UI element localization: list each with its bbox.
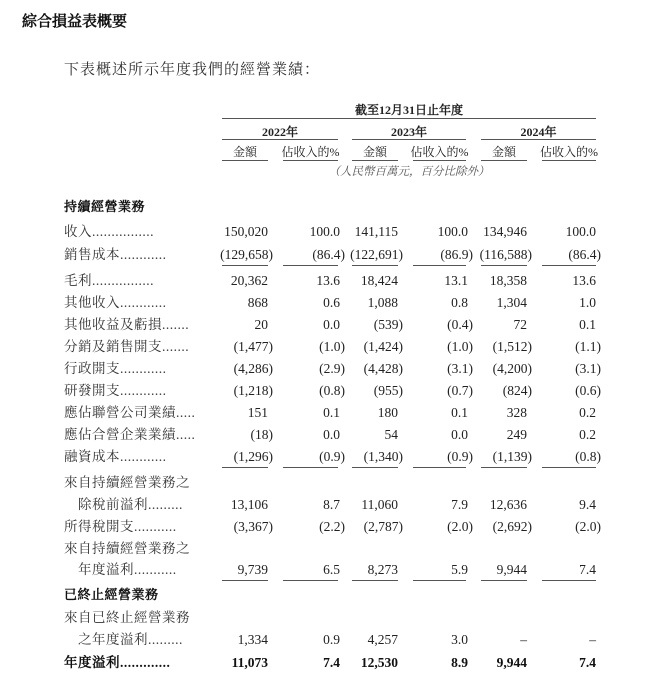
divider — [542, 580, 596, 581]
table-row — [0, 197, 657, 219]
row-label: 其他收益及虧損....... — [64, 317, 190, 332]
cell-value: 7.4 — [579, 655, 596, 670]
divider — [222, 467, 268, 468]
row-label: 收入................ — [64, 224, 154, 239]
cell-value: (0.7) — [447, 383, 473, 398]
divider — [413, 160, 466, 161]
cell-value: (0.4) — [447, 317, 473, 332]
column-header: 佔收入的% — [410, 145, 469, 159]
divider — [542, 265, 596, 266]
cell-value: (4,286) — [233, 361, 273, 376]
cell-value: 100.0 — [565, 224, 596, 239]
table-row — [0, 607, 657, 629]
row-label: 研發開支............ — [64, 383, 167, 398]
cell-value: 9.4 — [579, 497, 596, 512]
cell-value: (1.0) — [319, 339, 345, 354]
cell-value: 150,020 — [224, 224, 268, 239]
section-title: 綜合損益表概要 — [22, 12, 128, 30]
table-row — [0, 336, 657, 358]
divider — [222, 265, 268, 266]
cell-value: (3,367) — [233, 519, 273, 534]
cell-value: (2.0) — [575, 519, 601, 534]
cell-value: 0.8 — [451, 295, 468, 310]
row-label: 來自持續經營業務之 — [64, 541, 190, 556]
divider — [481, 467, 527, 468]
cell-value: (116,588) — [479, 247, 532, 262]
cell-value: (0.9) — [319, 449, 345, 464]
cell-value: (1,477) — [233, 339, 273, 354]
cell-value: 1,334 — [237, 632, 268, 647]
cell-value: (1,296) — [233, 449, 273, 464]
divider — [222, 160, 268, 161]
cell-value: 13.1 — [444, 273, 468, 288]
cell-value: (0.9) — [447, 449, 473, 464]
table-row — [0, 494, 657, 516]
cell-value: (0.8) — [575, 449, 601, 464]
cell-value: (122,691) — [350, 247, 403, 262]
cell-value: 7.9 — [451, 497, 468, 512]
cell-value: (955) — [373, 383, 403, 398]
cell-value: 13.6 — [316, 273, 340, 288]
cell-value: (129,658) — [220, 247, 273, 262]
row-label: 來自已終止經營業務 — [64, 610, 190, 625]
divider — [352, 265, 398, 266]
cell-value: 0.0 — [323, 427, 340, 442]
column-header: 金額 — [491, 145, 516, 159]
row-label: 除稅前溢利......... — [78, 497, 183, 512]
divider — [413, 467, 466, 468]
cell-value: (2.9) — [319, 361, 345, 376]
cell-value: 13.6 — [572, 273, 596, 288]
cell-value: 11,060 — [361, 497, 398, 512]
divider — [352, 580, 398, 581]
row-label: 融資成本............ — [64, 449, 167, 464]
year-header: 2023年 — [390, 125, 427, 139]
table-row — [0, 270, 657, 292]
cell-value: (0.8) — [319, 383, 345, 398]
cell-value: 1,304 — [496, 295, 527, 310]
cell-value: (86.4) — [568, 247, 601, 262]
table-row — [0, 380, 657, 402]
cell-value: 12,530 — [360, 655, 398, 670]
cell-value: 20 — [254, 317, 268, 332]
cell-value: 9,944 — [496, 655, 527, 670]
column-header: 金額 — [232, 145, 257, 159]
divider — [481, 580, 527, 581]
divider — [481, 265, 527, 266]
cell-value: 100.0 — [437, 224, 468, 239]
cell-value: (1.1) — [575, 339, 601, 354]
cell-value: (1.0) — [447, 339, 473, 354]
divider — [413, 580, 466, 581]
table-row — [0, 629, 657, 651]
table-row — [0, 424, 657, 446]
cell-value: 8.9 — [451, 655, 468, 670]
divider — [352, 139, 466, 140]
cell-value: 0.1 — [323, 405, 340, 420]
row-label: 所得稅開支........... — [64, 519, 177, 534]
cell-value: 3.0 — [451, 632, 468, 647]
divider — [413, 265, 466, 266]
cell-value: (1,218) — [233, 383, 273, 398]
divider — [283, 467, 338, 468]
column-header: 佔收入的% — [281, 145, 340, 159]
row-label: 銷售成本............ — [64, 247, 167, 262]
table-row — [0, 585, 657, 607]
divider — [352, 467, 398, 468]
divider — [283, 160, 338, 161]
cell-value: – — [589, 632, 596, 647]
cell-value: 4,257 — [367, 632, 398, 647]
divider — [481, 139, 596, 140]
cell-value: 12,636 — [489, 497, 527, 512]
cell-value: (3.1) — [447, 361, 473, 376]
table-row — [0, 244, 657, 266]
cell-value: 100.0 — [309, 224, 340, 239]
table-row — [0, 516, 657, 538]
divider — [222, 139, 338, 140]
cell-value: (3.1) — [575, 361, 601, 376]
cell-value: 151 — [247, 405, 268, 420]
cell-value: 1,088 — [367, 295, 398, 310]
cell-value: 11,073 — [231, 655, 268, 670]
row-label: 來自持續經營業務之 — [64, 475, 190, 490]
cell-value: (86.9) — [440, 247, 473, 262]
table-row — [0, 559, 657, 581]
cell-value: (1,512) — [492, 339, 532, 354]
period-header: 截至12月31日止年度 — [354, 103, 463, 117]
row-label: 應佔聯營公司業績..... — [64, 405, 196, 420]
cell-value: 868 — [247, 295, 268, 310]
cell-value: (824) — [502, 383, 532, 398]
cell-value: (4,200) — [492, 361, 532, 376]
table-row — [0, 538, 657, 560]
table-row — [0, 292, 657, 314]
cell-value: (2.2) — [319, 519, 345, 534]
cell-value: 13,106 — [230, 497, 268, 512]
row-label: 年度溢利........... — [78, 562, 177, 577]
cell-value: (0.6) — [575, 383, 601, 398]
cell-value: 20,362 — [230, 273, 268, 288]
column-header: 佔收入的% — [540, 145, 598, 159]
cell-value: (4,428) — [363, 361, 403, 376]
cell-value: (539) — [373, 317, 403, 332]
row-label: 分銷及銷售開支....... — [64, 339, 190, 354]
cell-value: 9,739 — [237, 562, 268, 577]
table-row — [0, 652, 657, 674]
divider — [542, 467, 596, 468]
row-label: 應佔合營企業業績..... — [64, 427, 196, 442]
cell-value: 8,273 — [367, 562, 398, 577]
row-label: 其他收入............ — [64, 295, 167, 310]
cell-value: 72 — [513, 317, 527, 332]
table-row — [0, 314, 657, 336]
cell-value: 54 — [384, 427, 398, 442]
cell-value: 328 — [506, 405, 527, 420]
divider — [352, 160, 398, 161]
cell-value: (86.4) — [312, 247, 345, 262]
cell-value: 0.2 — [579, 405, 596, 420]
cell-value: 18,358 — [489, 273, 527, 288]
cell-value: 8.7 — [323, 497, 340, 512]
cell-value: 0.1 — [451, 405, 468, 420]
row-label: 持續經營業務 — [64, 200, 146, 215]
year-header: 2022年 — [261, 125, 298, 139]
divider — [222, 118, 596, 119]
row-label: 之年度溢利......... — [78, 632, 183, 647]
cell-value: – — [520, 632, 527, 647]
intro-text: 下表概述所示年度我們的經營業績： — [64, 62, 321, 78]
divider — [481, 160, 527, 161]
cell-value: 9,944 — [496, 562, 527, 577]
cell-value: (2.0) — [447, 519, 473, 534]
row-label: 毛利................ — [64, 273, 154, 288]
row-label: 行政開支............ — [64, 361, 167, 376]
unit-note: （人民幣百萬元，百分比除外） — [328, 166, 490, 178]
cell-value: 0.9 — [323, 632, 340, 647]
cell-value: 7.4 — [579, 562, 596, 577]
table-row — [0, 402, 657, 424]
table-row — [0, 221, 657, 243]
divider — [222, 580, 268, 581]
cell-value: (18) — [250, 427, 273, 442]
cell-value: 0.0 — [323, 317, 340, 332]
cell-value: (2,787) — [363, 519, 403, 534]
cell-value: (1,139) — [492, 449, 532, 464]
cell-value: 0.6 — [323, 295, 340, 310]
divider — [542, 160, 596, 161]
cell-value: 134,946 — [483, 224, 527, 239]
cell-value: (2,692) — [492, 519, 532, 534]
cell-value: 18,424 — [360, 273, 398, 288]
cell-value: 6.5 — [323, 562, 340, 577]
cell-value: (1,424) — [363, 339, 403, 354]
divider — [283, 265, 338, 266]
cell-value: (1,340) — [363, 449, 403, 464]
year-header: 2024年 — [520, 125, 557, 139]
table-row — [0, 358, 657, 380]
cell-value: 180 — [377, 405, 398, 420]
cell-value: 5.9 — [451, 562, 468, 577]
cell-value: 141,115 — [354, 224, 398, 239]
divider — [283, 580, 338, 581]
cell-value: 1.0 — [579, 295, 596, 310]
cell-value: 7.4 — [323, 655, 340, 670]
row-label: 年度溢利............. — [64, 655, 171, 670]
table-row — [0, 472, 657, 494]
cell-value: 0.0 — [451, 427, 468, 442]
cell-value: 0.2 — [579, 427, 596, 442]
row-label: 已終止經營業務 — [64, 588, 159, 603]
cell-value: 0.1 — [579, 317, 596, 332]
column-header: 金額 — [362, 145, 387, 159]
cell-value: 249 — [506, 427, 527, 442]
table-row — [0, 446, 657, 468]
